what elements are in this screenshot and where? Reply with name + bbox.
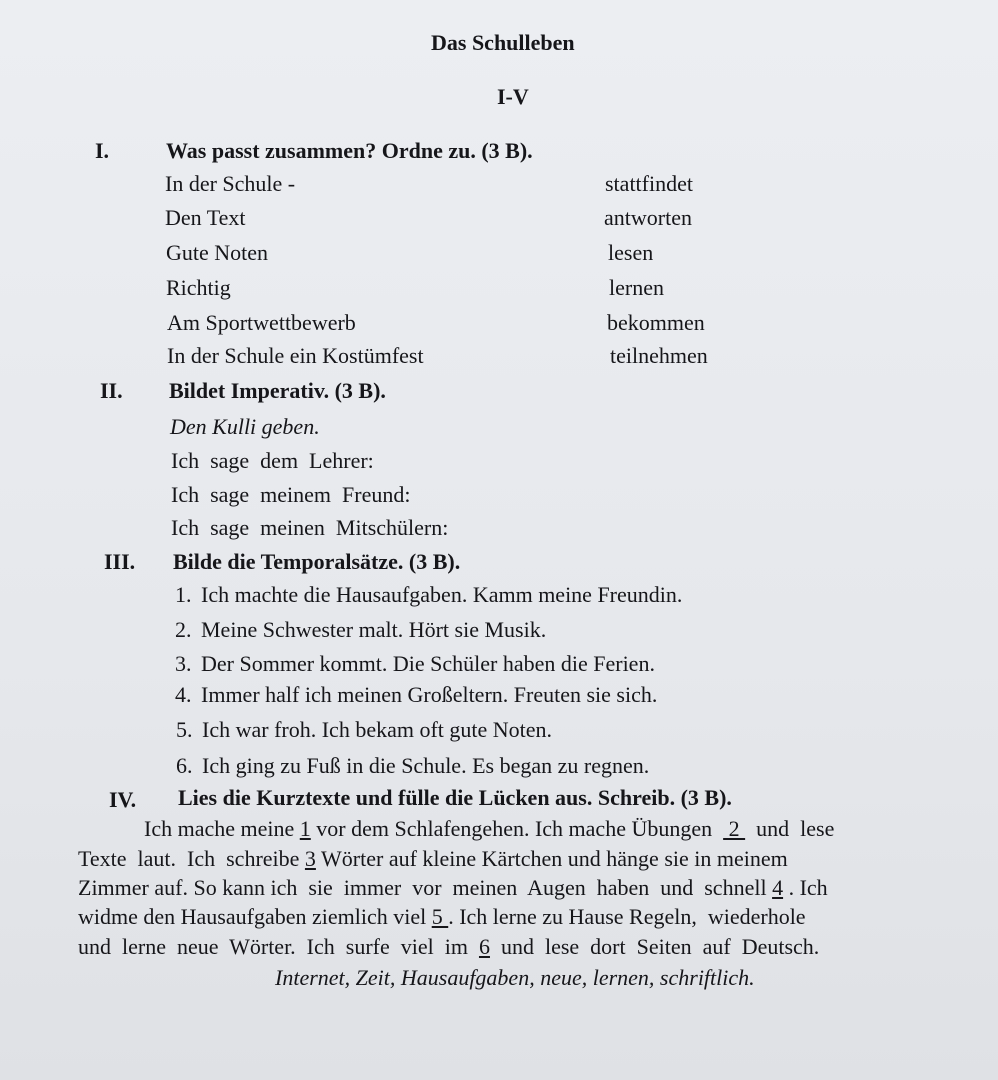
match-left-3: Gute Noten bbox=[166, 240, 269, 265]
section-3-heading: Bilde die Temporalsätze. (3 B). bbox=[173, 549, 461, 574]
item-text: Ich war froh. Ich bekam oft gute Noten. bbox=[202, 717, 553, 742]
page-subtitle: I-V bbox=[497, 84, 529, 109]
word-bank: Internet, Zeit, Hausaufgaben, neue, lernen, schriftlich. bbox=[275, 965, 755, 990]
gap-2: 2 bbox=[723, 816, 746, 841]
item-text: Ich machte die Hausaufgaben. Kamm meine Freundin. bbox=[201, 582, 683, 607]
item-number: 6. bbox=[176, 753, 193, 778]
gap-6: 6 bbox=[478, 934, 490, 959]
imperative-line-3: Ich sage meinen Mitschülern: bbox=[171, 515, 449, 540]
item-number: 3. bbox=[175, 651, 192, 676]
match-right-1: stattfindet bbox=[605, 171, 693, 196]
gap-text-line-2: Texte laut. Ich schreibe 3 Wörter auf kleine Kärtchen und hänge sie in meinem bbox=[78, 846, 788, 871]
match-right-3: lesen bbox=[608, 240, 654, 265]
gap-text-line-5: und lerne neue Wörter. Ich surfe viel im 6 und lese dort Seiten auf Deutsch. bbox=[78, 934, 820, 959]
imperative-example: Den Kulli geben. bbox=[170, 414, 320, 439]
item-text: Meine Schwester malt. Hört sie Musik. bbox=[201, 617, 547, 642]
section-4-heading: Lies die Kurztexte und fülle die Lücken aus. Schreib. (3 B). bbox=[178, 785, 732, 810]
gap-text-line-4: widme den Hausaufgaben ziemlich viel 5 . Ich lerne zu Hause Regeln, wiederhole bbox=[78, 904, 806, 929]
gap-3: 3 bbox=[304, 846, 316, 871]
item-text: Der Sommer kommt. Die Schüler haben die Ferien. bbox=[201, 651, 655, 676]
section-4-number: IV. bbox=[109, 787, 137, 812]
item-number: 5. bbox=[176, 717, 193, 742]
section-1-heading: Was passt zusammen? Ordne zu. (3 B). bbox=[166, 138, 533, 163]
temporal-item-2 bbox=[175, 617, 546, 643]
page-title: Das Schulleben bbox=[431, 30, 575, 55]
match-right-2: antworten bbox=[604, 205, 692, 230]
match-left-2: Den Text bbox=[165, 205, 246, 230]
section-2-number: II. bbox=[100, 378, 123, 403]
item-number: 2. bbox=[175, 617, 192, 642]
gap-4: 4 bbox=[772, 875, 784, 900]
match-left-6: In der Schule ein Kostümfest bbox=[167, 343, 424, 368]
temporal-item-1 bbox=[175, 582, 682, 608]
temporal-item-6 bbox=[176, 753, 649, 779]
match-left-5: Am Sportwettbewerb bbox=[167, 310, 356, 335]
temporal-item-3 bbox=[175, 651, 655, 677]
gap-1: 1 bbox=[299, 816, 311, 841]
gap-text-line-1: Ich mache meine 1 vor dem Schlafengehen. Ich mache Übungen 2 und lese bbox=[144, 816, 835, 841]
temporal-item-4 bbox=[175, 682, 657, 708]
match-right-5: bekommen bbox=[607, 310, 705, 335]
section-3-number: III. bbox=[104, 549, 136, 574]
gap-text-line-3: Zimmer auf. So kann ich sie immer vor meinen Augen haben und schnell 4 . Ich bbox=[78, 875, 828, 900]
item-number: 1. bbox=[175, 582, 192, 607]
match-left-1: In der Schule - bbox=[165, 171, 296, 196]
item-text: Immer half ich meinen Großeltern. Freuten sie sich. bbox=[201, 682, 658, 707]
imperative-line-2: Ich sage meinem Freund: bbox=[171, 482, 411, 507]
imperative-line-1: Ich sage dem Lehrer: bbox=[171, 448, 374, 473]
item-number: 4. bbox=[175, 682, 192, 707]
section-2-heading: Bildet Imperativ. (3 B). bbox=[169, 378, 386, 403]
section-1-number: I. bbox=[95, 138, 110, 163]
item-text: Ich ging zu Fuß in die Schule. Es began zu regnen. bbox=[202, 753, 650, 778]
match-right-6: teilnehmen bbox=[610, 343, 708, 368]
gap-5: 5 bbox=[431, 904, 449, 929]
temporal-item-5 bbox=[176, 717, 552, 743]
match-right-4: lernen bbox=[609, 275, 664, 300]
match-left-4: Richtig bbox=[166, 275, 231, 300]
